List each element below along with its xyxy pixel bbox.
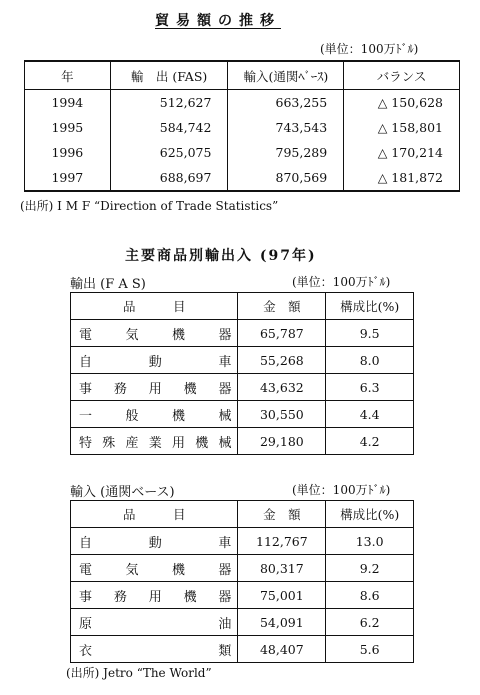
share-cell: 8.6 [326,582,414,609]
share-cell: 13.0 [326,528,414,555]
imports-label: 輸入 (通関ベース) [70,485,175,500]
table-row [71,555,414,582]
table-row [71,401,414,428]
header-balance: バランス [344,61,460,90]
commodities-source: (出所) Jetro “The World” [66,666,212,680]
header-exports: 輸 出 (FAS) [110,61,228,90]
share-cell: 5.6 [326,636,414,663]
exports-unit: (単位：100万ﾄﾞﾙ) [292,275,391,289]
trade-source: (出所) I M F “Direction of Trade Statistics” [20,199,279,213]
item-cell: 一般機械 [71,401,238,428]
share-cell: 4.4 [326,401,414,428]
amount-cell: 80,317 [238,555,326,582]
header-year: 年 [25,61,111,90]
amount-cell: 55,268 [238,347,326,374]
item-cell: 電気機器 [71,555,238,582]
item-cell: 特殊産業用機械 [71,428,238,455]
table-row [71,374,414,401]
table-row [71,609,414,636]
imports-table [70,500,414,663]
header-amount: 金 額 [238,293,326,320]
year-cell: 1996 [25,140,111,165]
item-cell: 自動車 [71,528,238,555]
amount-cell: 75,001 [238,582,326,609]
table-row [25,140,460,165]
table-row [71,428,414,455]
exports-cell: 584,742 [110,115,228,140]
balance-cell: △ 150,628 [344,90,460,116]
item-cell: 原油 [71,609,238,636]
imports-header-row [71,501,414,528]
amount-cell: 43,632 [238,374,326,401]
header-share: 構成比(%) [326,501,414,528]
imports-cell: 795,289 [228,140,344,165]
table-row [25,115,460,140]
amount-cell: 65,787 [238,320,326,347]
table-row [71,320,414,347]
share-cell: 6.2 [326,609,414,636]
exports-header-row [71,293,414,320]
share-cell: 6.3 [326,374,414,401]
amount-cell: 48,407 [238,636,326,663]
exports-label: 輸出 (F A S) [70,277,146,292]
item-cell: 事務用機器 [71,582,238,609]
year-cell: 1994 [25,90,111,116]
table-row [25,165,460,191]
header-amount: 金 額 [238,501,326,528]
trade-unit: (単位：100万ﾄﾞﾙ) [320,42,419,56]
amount-cell: 54,091 [238,609,326,636]
commodities-title: 主要商品別輸出入 (97年) [125,248,317,264]
exports-cell: 512,627 [110,90,228,116]
table-row [71,347,414,374]
year-cell: 1997 [25,165,111,191]
balance-cell: △ 170,214 [344,140,460,165]
item-cell: 自動車 [71,347,238,374]
share-cell: 8.0 [326,347,414,374]
trade-table [24,60,460,192]
header-share: 構成比(%) [326,293,414,320]
exports-table [70,292,414,455]
balance-cell: △ 158,801 [344,115,460,140]
imports-cell: 743,543 [228,115,344,140]
amount-cell: 112,767 [238,528,326,555]
table-row [71,582,414,609]
table-row [25,90,460,116]
table-row [71,528,414,555]
imports-cell: 870,569 [228,165,344,191]
share-cell: 4.2 [326,428,414,455]
amount-cell: 30,550 [238,401,326,428]
balance-cell: △ 181,872 [344,165,460,191]
imports-unit: (単位：100万ﾄﾞﾙ) [292,483,391,497]
imports-cell: 663,255 [228,90,344,116]
table-row [71,636,414,663]
item-cell: 事務用機器 [71,374,238,401]
trade-title: 貿易額の推移 [155,13,281,29]
share-cell: 9.5 [326,320,414,347]
header-item: 品 目 [71,293,238,320]
trade-header-row [25,61,460,90]
header-imports: 輸入(通関ﾍﾞｰｽ) [228,61,344,90]
header-item: 品 目 [71,501,238,528]
item-cell: 衣類 [71,636,238,663]
year-cell: 1995 [25,115,111,140]
exports-cell: 688,697 [110,165,228,191]
share-cell: 9.2 [326,555,414,582]
item-cell: 電気機器 [71,320,238,347]
amount-cell: 29,180 [238,428,326,455]
exports-cell: 625,075 [110,140,228,165]
